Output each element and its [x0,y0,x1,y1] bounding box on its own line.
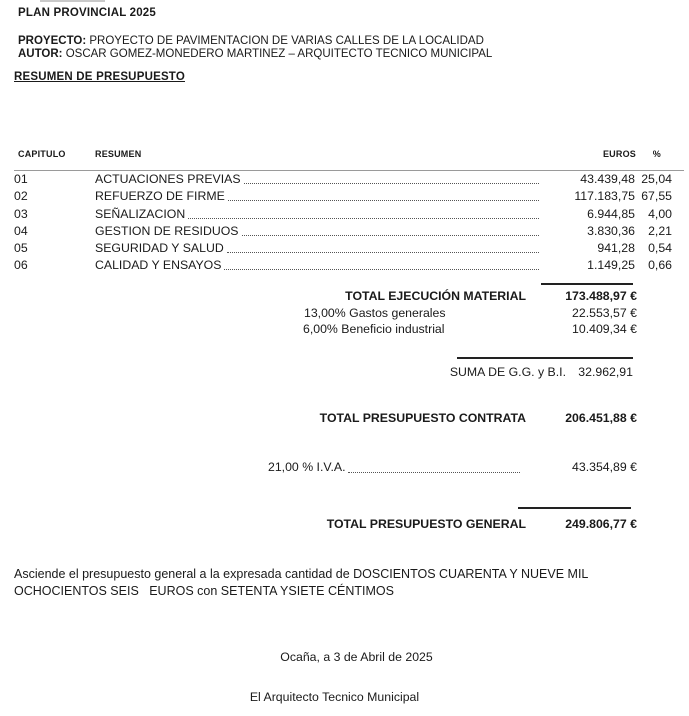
table-header-rule [14,170,684,171]
col-header-capitulo: CAPITULO [18,149,66,159]
section-title: RESUMEN DE PRESUPUESTO [14,71,185,83]
chapter-percent: 67,55 [641,189,672,204]
chapter-name: ACTUACIONES PREVIAS [95,172,241,186]
chapter-euros: 941,28 [597,241,635,256]
gastos-generales-value: 22.553,57 € [572,306,637,320]
table-row [14,207,672,224]
suma-gg-bi-value: 32.962,91 [578,365,633,379]
suma-gg-bi-line [0,365,689,381]
chapter-number: 02 [14,189,28,204]
table-row [14,189,672,206]
col-header-euros: EUROS [602,149,636,159]
subtotal-rule [541,283,633,285]
total-general-label: TOTAL PRESUPUESTO GENERAL [326,517,526,531]
total-general-line [0,517,689,533]
plan-title: PLAN PROVINCIAL 2025 [18,7,156,19]
chapter-number: 03 [14,206,28,221]
proyecto-label: PROYECTO: [18,35,87,47]
dotted-leader [244,172,539,184]
total-contrata-line [0,411,689,427]
chapter-euros: 43.439,48 [580,172,635,186]
gastos-generales-label: 13,00% Gastos generales [304,306,446,320]
beneficio-industrial-label: 6,00% Beneficio industrial [303,322,445,336]
chapter-number: 05 [14,241,28,256]
proyecto-line [18,35,484,47]
table-row [14,224,672,241]
chapter-percent: 4,00 [648,206,672,221]
chapter-table [14,172,672,276]
chapter-number: 06 [14,258,28,273]
chapter-euros: 1.149,25 [587,258,635,273]
chapter-name: SEÑALIZACION [95,206,186,221]
chapter-name: CALIDAD Y ENSAYOS [95,258,222,273]
chapter-percent: 2,21 [648,223,672,238]
chapter-name: SEGURIDAD Y SALUD [95,241,224,256]
autor-label: AUTOR: [18,48,63,60]
total-ejecucion-label: TOTAL EJECUCIÓN MATERIAL [345,289,526,303]
gastos-generales-line [0,306,689,322]
place-date: Ocaña, a 3 de Abril de 2025 [280,650,433,664]
autor-value: OSCAR GOMEZ-MONEDERO MARTINEZ – ARQUITECTO TECNICO MUNICIPAL [62,48,493,60]
autor-line [18,48,492,60]
total-ejecucion-value: 173.488,97 € [565,289,637,303]
dotted-leader [227,241,539,253]
chapter-percent: 25,04 [641,172,672,186]
beneficio-industrial-value: 10.409,34 € [572,322,637,336]
iva-label: 21,00 % I.V.A. [268,460,346,474]
amount-in-words-line1: Asciende el presupuesto general a la expresada cantidad de DOSCIENTOS CUARENTA Y NUEVE MIL [14,567,589,581]
dotted-leader [224,258,539,270]
chapter-percent: 0,54 [648,241,672,256]
chapter-percent: 0,66 [648,258,672,273]
suma-gg-bi-label: SUMA DE G.G. y B.I. [449,365,566,379]
dotted-leader [242,224,540,236]
total-contrata-value: 206.451,88 € [565,411,637,425]
dotted-leader [188,207,539,219]
chapter-name: GESTION DE RESIDUOS [95,223,239,238]
total-contrata-label: TOTAL PRESUPUESTO CONTRATA [319,411,526,425]
chapter-number: 04 [14,223,28,238]
dotted-leader [228,189,539,201]
beneficio-industrial-line [0,322,689,338]
amount-in-words-line2: OCHOCIENTOS SEIS EUROS con SETENTA YSIETE CÉNTIMOS [14,584,394,598]
table-row [14,241,672,258]
chapter-euros: 117.183,75 [574,189,635,204]
chapter-number: 01 [14,172,28,186]
iva-value-line [0,460,689,476]
chapter-euros: 6.944,85 [587,206,635,221]
suma-rule [457,357,633,359]
chapter-name: REFUERZO DE FIRME [95,189,225,204]
proyecto-value: PROYECTO DE PAVIMENTACION DE VARIAS CALLES DE LA LOCALIDAD [86,35,484,47]
col-header-resumen: RESUMEN [95,149,142,159]
col-header-percent: % [652,149,661,159]
general-rule [518,507,631,509]
iva-value: 43.354,89 € [572,460,637,474]
total-general-value: 249.806,77 € [565,517,637,531]
signature-title: El Arquitecto Tecnico Municipal [249,690,420,704]
table-row [14,258,672,275]
table-row [14,172,672,189]
total-ejecucion-line [0,289,689,305]
scan-artifact [40,0,105,2]
chapter-euros: 3.830,36 [587,223,635,238]
